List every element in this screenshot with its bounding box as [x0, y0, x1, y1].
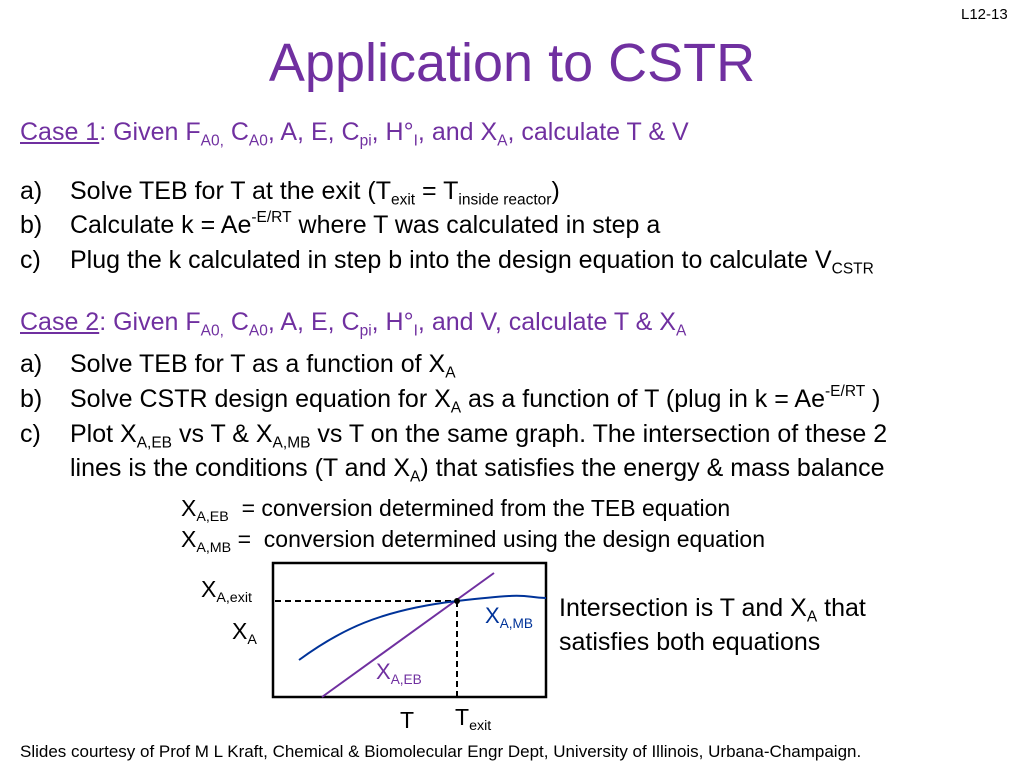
step-text: Calculate k = Ae [70, 211, 252, 239]
case2-text: , and V, calculate T & X [417, 308, 676, 336]
note-text: that [817, 594, 866, 622]
case2-text: : Given F [99, 308, 201, 336]
step-text: = T [415, 177, 459, 205]
step-text: Plot X [70, 420, 137, 448]
step-sub: CSTR [831, 260, 874, 278]
step-text: ) that satisfies the energy & mass balance [420, 454, 885, 482]
step-text: Solve TEB for T at the exit (T [70, 177, 391, 205]
step-text: Solve TEB for T as a function of X [70, 350, 446, 378]
case1-text: , H° [371, 118, 414, 146]
def-sub: A,EB [196, 508, 229, 525]
case2-text: C [223, 308, 249, 336]
step-text: vs T on the same graph. The intersection of these 2 [310, 420, 888, 448]
def-sub: A,MB [196, 539, 232, 556]
case2-text: , A, E, C [267, 308, 360, 336]
slide-number: L12-13 [961, 6, 1008, 23]
step-text: Plug the k calculated in step b into the design equation to calculate V [70, 246, 832, 274]
intersection-point [454, 598, 460, 604]
note-text: Intersection is T and X [559, 594, 807, 622]
axis-text: X [201, 576, 217, 602]
step-text: Solve CSTR design equation for X [70, 385, 451, 413]
curve-text: X [376, 659, 391, 684]
case1-sub: pi [359, 132, 372, 150]
step-marker: a) [20, 177, 43, 205]
case2-sub: A0 [248, 322, 268, 340]
step-text: where T was calculated in step a [291, 211, 661, 239]
note-line-2: satisfies both equations [559, 628, 821, 656]
case1-text: , A, E, C [267, 118, 360, 146]
footer-credit: Slides courtesy of Prof M L Kraft, Chemical & Biomolecular Engr Dept, University of Illinois, Urbana-Champaign. [20, 742, 862, 761]
curve-sub: A,MB [499, 615, 533, 631]
case2-sub: A [675, 322, 687, 340]
step-sup: -E/RT [251, 209, 292, 227]
step-sub: A,EB [136, 434, 173, 452]
case1-sub: A0 [248, 132, 268, 150]
step-marker: c) [20, 246, 41, 274]
case1-sub: I [413, 132, 418, 150]
curve-sub: A,EB [390, 671, 422, 687]
case1-text: , and X [417, 118, 498, 146]
step-sup: -E/RT [825, 383, 866, 401]
curve-text: X [485, 603, 500, 628]
step-sub: A [450, 399, 462, 417]
axis-text: X [232, 618, 248, 644]
note-sub: A [806, 608, 818, 626]
def-text: X [181, 495, 197, 521]
step-sub: exit [390, 191, 416, 209]
def-text: X [181, 526, 197, 552]
step-sub: A,MB [272, 434, 311, 452]
case2-sub: A0, [200, 322, 224, 340]
mb-curve-label [485, 603, 533, 629]
case1-sub: A [497, 132, 508, 150]
step-text: as a function of T (plug in k = Ae [461, 385, 826, 413]
step-marker: b) [20, 385, 43, 413]
eb-line-label [376, 659, 422, 685]
axis-text: T [455, 704, 470, 730]
step-marker: c) [20, 420, 41, 448]
intersection-note [559, 591, 866, 659]
step-sub: A [445, 364, 456, 382]
step-text: vs T & X [172, 420, 273, 448]
step-sub: inside reactor [458, 191, 552, 209]
case2-text: , H° [371, 308, 414, 336]
case2-label: Case 2 [20, 308, 100, 336]
slide-title: Application to CSTR [268, 33, 756, 93]
def-text: = conversion determined from the TEB equation [228, 495, 731, 521]
y-axis-exit-label [201, 576, 252, 606]
def-text: = conversion determined using the design equation [231, 526, 766, 552]
case2-sub: pi [359, 322, 372, 340]
note-line-1 [559, 591, 866, 625]
y-axis-label [232, 618, 257, 648]
axis-sub: A,exit [216, 589, 252, 606]
step-marker: a) [20, 350, 43, 378]
step-marker: b) [20, 211, 43, 239]
step-text: lines is the conditions (T and X [70, 454, 411, 482]
x-axis-label: T [400, 707, 415, 733]
step-text: ) [551, 177, 560, 205]
case2-sub: I [413, 322, 418, 340]
axis-sub: exit [469, 717, 492, 734]
axis-sub: A [247, 631, 257, 648]
case1-text: C [223, 118, 249, 146]
case1-label: Case 1 [20, 118, 100, 146]
step-sub: A [410, 468, 421, 486]
case1-text: : Given F [99, 118, 201, 146]
case1-sub: A0, [200, 132, 224, 150]
case1-text: , calculate T & V [507, 118, 689, 146]
step-text: ) [865, 385, 881, 413]
x-axis-exit-label [455, 704, 492, 734]
